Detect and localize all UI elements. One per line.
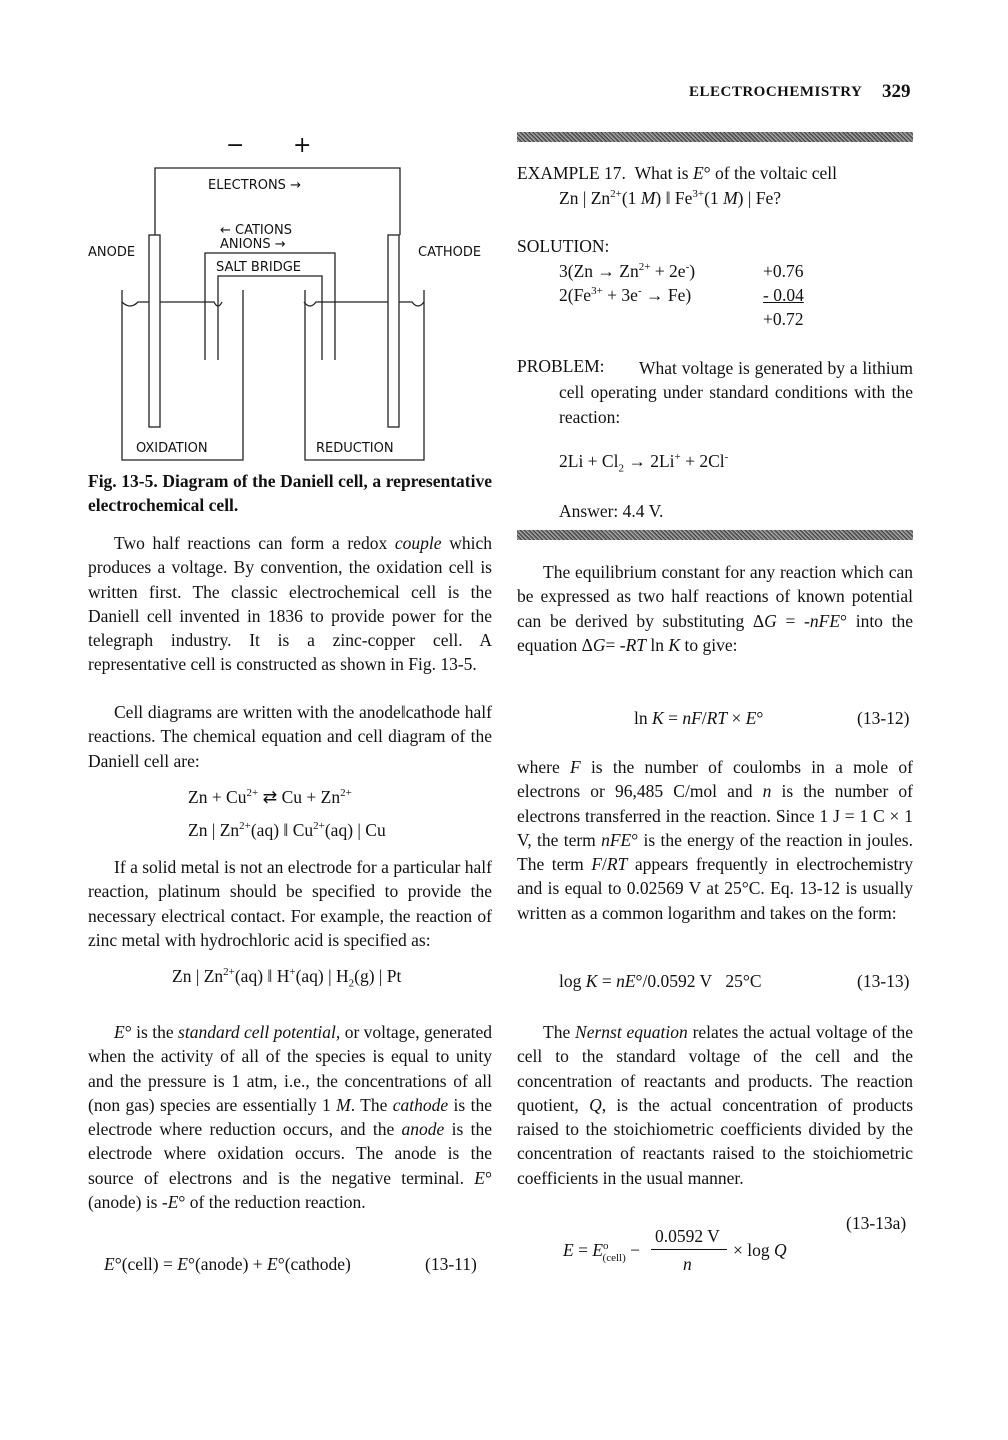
anions-label: ANIONS → bbox=[220, 237, 286, 252]
answer: Answer: 4.4 V. bbox=[559, 501, 664, 521]
equation-number-13-11: (13-11) bbox=[425, 1254, 477, 1274]
electrons-label: ELECTRONS → bbox=[208, 178, 301, 193]
oxidation-label: OXIDATION bbox=[136, 441, 208, 456]
solution-value-2: - 0.04 bbox=[763, 285, 804, 305]
cathode-label: CATHODE bbox=[418, 245, 482, 260]
solution-fe: $2(Fe^{3+} + 3e^- \to Fe)$ bbox=[559, 285, 692, 305]
problem-label: PROBLEM: bbox=[517, 356, 605, 376]
equation-log-k: log K = nE°/0.0592 V 25°C bbox=[559, 971, 762, 991]
equation-ln-k: ln K = nF/RT × E° bbox=[634, 708, 764, 728]
solution-zn: $3(Zn \to Zn^{2+} + 2e^-)$ bbox=[559, 261, 696, 281]
figure-caption: Fig. 13-5. Diagram of the Daniell cell, a representative electrochemical cell. bbox=[88, 471, 492, 516]
solution-value-1: +0.76 bbox=[763, 261, 804, 281]
paragraph-standard-potential: E° is the standard cell potential, or voltage, generated when the activity of all of the species is equal to unity and the pressure is 1 atm, i.e., the concentrations of all (non gas) species are essentially 1 M. The cathode is the electrode where reduction occurs, and the anode is the electrode where oxidation occurs. The anode is the source of electrons and is the negative terminal. E°(anode) is -E° of the reduction reaction. bbox=[88, 1022, 492, 1213]
example-bottom-rule bbox=[517, 530, 913, 540]
equation-number-13-13a: (13-13a) bbox=[846, 1213, 907, 1233]
equation-daniell-diagram: Zn | $Zn^{2+}(aq)$ ‖ $Cu^{2+}(aq)$ | Cu bbox=[188, 820, 386, 840]
page-number: 329 bbox=[882, 81, 911, 102]
cations-label: ← CATIONS bbox=[220, 223, 292, 238]
minus-sign: − bbox=[226, 133, 245, 158]
equation-number-13-13: (13-13) bbox=[857, 971, 910, 991]
paragraph-faraday: where F is the number of coulombs in a mole of electrons or 96,485 C/mol and n is the number of electrons transferred in the reaction. Since 1 J = 1 C × 1 V, the term nFE° is the energy of the reaction in joules. The term F/RT appears frequently in electrochemistry and is equal to 0.02569 V at 25°C. Eq. 13-12 is usually written as a common logarithm and takes on the form: bbox=[517, 757, 913, 923]
plus-sign: + bbox=[293, 133, 312, 158]
equation-number-13-12: (13-12) bbox=[857, 708, 910, 728]
daniell-cell-diagram bbox=[88, 130, 498, 470]
equation-zinc-hcl: Zn | $Zn^{2+}(aq)$ ‖ H+(aq) | $H_2(g)$ | Pt bbox=[172, 966, 402, 990]
paragraph-cell-diagrams: Cell diagrams are written with the anode‖cathode half reactions. The chemical equation and cell diagram of the Daniell cell are: bbox=[88, 702, 492, 771]
paragraph-nernst: The Nernst equation relates the actual voltage of the cell to the standard voltage of the cell and the concentration of reactants and products. The reaction quotient, Q, is the actual concentration of products raised to the stoichiometric coefficients divided by the concentration of reactants raised to the stoichiometric coefficients in the usual manner. bbox=[517, 1022, 914, 1188]
equation-cell-potential: E°(cell) = E°(anode) + E°(cathode) bbox=[104, 1254, 351, 1274]
equation-nernst: $E = E^o_{(cell)}$ − 0.0592 V n × log Q bbox=[563, 1226, 787, 1274]
solution-value-3: +0.72 bbox=[763, 309, 804, 329]
example-top-rule bbox=[517, 132, 913, 142]
example-cell: Zn | $Zn^{2+}(1$ M) ‖ $Fe^{3+}(1$ M) | Fe? bbox=[559, 188, 781, 208]
reduction-label: REDUCTION bbox=[316, 441, 394, 456]
running-title: ELECTROCHEMISTRY bbox=[689, 84, 863, 100]
salt-bridge-label: SALT BRIDGE bbox=[216, 260, 301, 275]
example-heading: EXAMPLE 17. What is E° of the voltaic cell bbox=[517, 163, 838, 183]
equation-daniell-reaction: $Zn + Cu^{2+}$ ⇄ $Cu + Zn^{2+}$ bbox=[188, 787, 352, 807]
solution-label: SOLUTION: bbox=[517, 236, 610, 256]
paragraph-platinum: If a solid metal is not an electrode for a particular half reaction, platinum should be specified to provide the necessary electrical contact. For example, the reaction of zinc metal with hydrochloric acid is specified as: bbox=[88, 857, 492, 950]
anode-label: ANODE bbox=[88, 245, 136, 260]
paragraph-equilibrium: The equilibrium constant for any reaction which can be expressed as two half reactions of known potential can be derived by substituting ΔG = -nFE° into the equation ΔG= -RT ln K to give: bbox=[517, 562, 913, 655]
paragraph-couple: Two half reactions can form a redox couple which produces a voltage. By convention, the oxidation cell is written first. The classic electrochemical cell is the Daniell cell invented in 1836 to provide power for the telegraph industry. It is a zinc-copper cell. A representative cell is constructed as shown in Fig. 13-5. bbox=[88, 533, 492, 675]
problem-text: What voltage is generated by a lithium cell operating under standard conditions with the reaction: bbox=[559, 358, 913, 427]
problem-reaction: $2Li + Cl_2 \to 2Li^+ + 2Cl^-$ bbox=[559, 451, 729, 475]
